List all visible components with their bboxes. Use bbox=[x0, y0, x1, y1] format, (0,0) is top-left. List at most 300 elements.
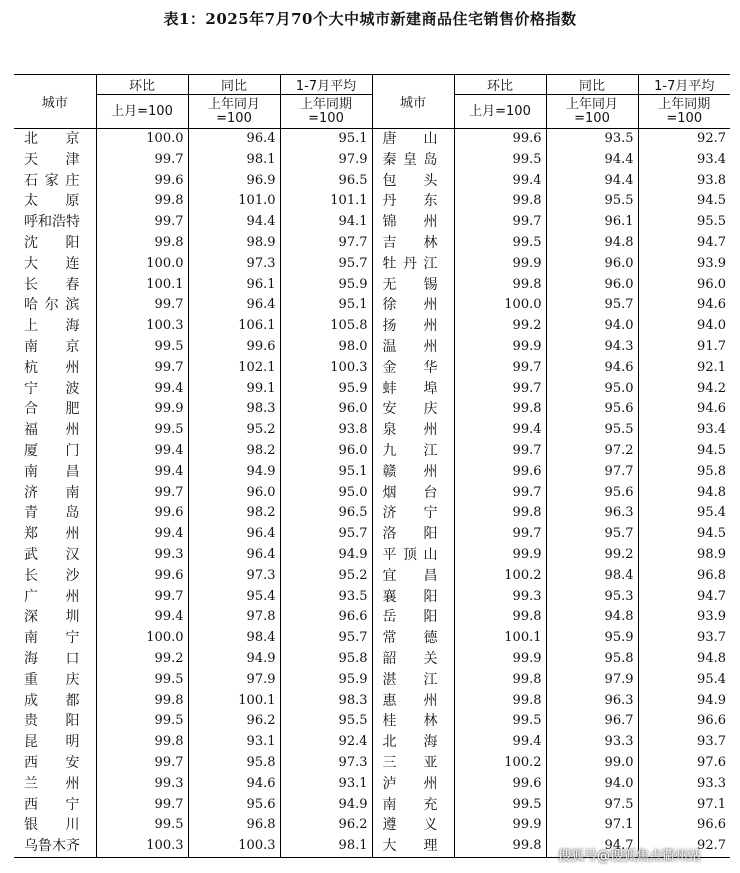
hb-value-right: 99.6 bbox=[454, 774, 546, 795]
tb-value-left: 97.3 bbox=[188, 566, 280, 587]
tb-value-left: 94.9 bbox=[188, 462, 280, 483]
city-name-left: 济南 bbox=[24, 484, 80, 501]
hb-value-left: 99.3 bbox=[96, 774, 188, 795]
tb-value-left: 95.8 bbox=[188, 753, 280, 774]
city-name-left: 乌鲁木齐 bbox=[24, 838, 80, 855]
table-title: 表1：2025年7月70个大中城市新建商品住宅销售价格指数 bbox=[163, 10, 577, 28]
city-name-left: 长沙 bbox=[24, 567, 80, 584]
hb-value-right: 100.2 bbox=[454, 566, 546, 587]
tb-value-right: 94.4 bbox=[546, 171, 638, 192]
hb-value-right: 99.4 bbox=[454, 420, 546, 441]
city-name-left: 贵阳 bbox=[24, 713, 80, 730]
avg-value-right: 94.2 bbox=[638, 379, 730, 400]
hb-value-right: 99.5 bbox=[454, 150, 546, 171]
table-row bbox=[14, 503, 730, 524]
city-name-left: 银川 bbox=[24, 817, 80, 834]
city-name-right: 无锡 bbox=[372, 275, 454, 296]
tb-value-right: 93.5 bbox=[546, 129, 638, 150]
city-name-left: 天津 bbox=[24, 151, 80, 168]
city-name-left: 合肥 bbox=[24, 401, 80, 418]
hb-value-right: 99.5 bbox=[454, 795, 546, 816]
tb-value-right: 95.5 bbox=[546, 420, 638, 441]
hb-value-right: 99.7 bbox=[454, 379, 546, 400]
avg-value-left: 95.9 bbox=[280, 379, 372, 400]
city-name-right: 惠州 bbox=[372, 691, 454, 712]
tb-value-right: 94.8 bbox=[546, 233, 638, 254]
avg-value-left: 96.5 bbox=[280, 171, 372, 192]
tb-value-left: 97.9 bbox=[188, 670, 280, 691]
avg-value-left: 95.1 bbox=[280, 129, 372, 150]
table-row bbox=[14, 295, 730, 316]
tb-value-right: 99.2 bbox=[546, 545, 638, 566]
header-tb-sub-left bbox=[188, 95, 280, 129]
avg-value-left: 95.9 bbox=[280, 275, 372, 296]
city-name-left: 西宁 bbox=[24, 796, 80, 813]
hb-value-right: 99.8 bbox=[454, 503, 546, 524]
table-row bbox=[14, 753, 730, 774]
tb-value-left: 98.4 bbox=[188, 628, 280, 649]
tb-value-left: 96.4 bbox=[188, 545, 280, 566]
tb-value-left: 94.4 bbox=[188, 212, 280, 233]
tb-value-right: 94.7 bbox=[546, 836, 638, 857]
avg-value-right: 95.5 bbox=[638, 212, 730, 233]
hb-value-right: 99.7 bbox=[454, 358, 546, 379]
table-body bbox=[14, 129, 730, 858]
avg-value-right: 94.8 bbox=[638, 649, 730, 670]
hb-value-right: 99.4 bbox=[454, 171, 546, 192]
avg-value-left: 95.1 bbox=[280, 295, 372, 316]
avg-value-right: 91.7 bbox=[638, 337, 730, 358]
city-name-right: 秦皇岛 bbox=[372, 150, 454, 171]
table-row bbox=[14, 275, 730, 296]
tb-value-right: 97.7 bbox=[546, 462, 638, 483]
avg-value-right: 98.9 bbox=[638, 545, 730, 566]
city-name-right: 平顶山 bbox=[372, 545, 454, 566]
table-row bbox=[14, 254, 730, 275]
city-name-left: 上海 bbox=[24, 318, 80, 335]
city-name-right: 徐州 bbox=[372, 295, 454, 316]
city-name-right: 安庆 bbox=[372, 399, 454, 420]
tb-value-right: 94.8 bbox=[546, 607, 638, 628]
avg-value-left: 92.4 bbox=[280, 732, 372, 753]
table-row bbox=[14, 607, 730, 628]
hb-value-left: 99.7 bbox=[96, 587, 188, 608]
tb-value-right: 95.7 bbox=[546, 524, 638, 545]
city-name-right: 烟台 bbox=[372, 483, 454, 504]
table-row bbox=[14, 649, 730, 670]
avg-value-right: 93.8 bbox=[638, 171, 730, 192]
tb-value-left: 98.2 bbox=[188, 503, 280, 524]
city-name-left: 太原 bbox=[24, 193, 80, 210]
avg-value-right: 94.8 bbox=[638, 483, 730, 504]
table-row bbox=[14, 337, 730, 358]
table-row bbox=[14, 711, 730, 732]
avg-value-left: 95.5 bbox=[280, 711, 372, 732]
avg-value-left: 95.7 bbox=[280, 524, 372, 545]
tb-value-right: 95.7 bbox=[546, 295, 638, 316]
table-row bbox=[14, 732, 730, 753]
tb-value-left: 97.3 bbox=[188, 254, 280, 275]
avg-value-left: 97.3 bbox=[280, 753, 372, 774]
city-name-right: 洛阳 bbox=[372, 524, 454, 545]
city-name-right: 襄阳 bbox=[372, 587, 454, 608]
header-tb-right: 同比 bbox=[546, 75, 638, 95]
avg-value-left: 94.9 bbox=[280, 545, 372, 566]
avg-value-right: 93.4 bbox=[638, 150, 730, 171]
avg-value-right: 94.7 bbox=[638, 587, 730, 608]
city-name-right: 牡丹江 bbox=[372, 254, 454, 275]
avg-value-right: 92.1 bbox=[638, 358, 730, 379]
hb-value-left: 99.7 bbox=[96, 358, 188, 379]
avg-value-left: 94.9 bbox=[280, 795, 372, 816]
table-row bbox=[14, 171, 730, 192]
avg-value-right: 96.6 bbox=[638, 711, 730, 732]
hb-value-right: 99.8 bbox=[454, 191, 546, 212]
tb-value-left: 98.1 bbox=[188, 150, 280, 171]
tb-value-right: 95.9 bbox=[546, 628, 638, 649]
avg-value-right: 97.1 bbox=[638, 795, 730, 816]
avg-value-left: 96.0 bbox=[280, 441, 372, 462]
tb-value-left: 98.9 bbox=[188, 233, 280, 254]
avg-value-left: 93.8 bbox=[280, 420, 372, 441]
hb-value-left: 99.7 bbox=[96, 795, 188, 816]
avg-value-left: 97.9 bbox=[280, 150, 372, 171]
table-row bbox=[14, 795, 730, 816]
avg-value-right: 95.8 bbox=[638, 462, 730, 483]
header-avg-sub-line1: 上年同期 bbox=[658, 96, 711, 112]
city-name-left: 厦门 bbox=[24, 442, 80, 459]
tb-value-right: 95.3 bbox=[546, 587, 638, 608]
tb-value-left: 96.4 bbox=[188, 129, 280, 150]
avg-value-left: 95.2 bbox=[280, 566, 372, 587]
tb-value-left: 96.8 bbox=[188, 815, 280, 836]
city-name-right: 金华 bbox=[372, 358, 454, 379]
tb-value-right: 97.1 bbox=[546, 815, 638, 836]
header-hb-left: 环比 bbox=[96, 75, 188, 95]
hb-value-right: 99.8 bbox=[454, 607, 546, 628]
avg-value-left: 100.3 bbox=[280, 358, 372, 379]
table-row bbox=[14, 691, 730, 712]
avg-value-right: 96.6 bbox=[638, 815, 730, 836]
avg-value-right: 93.4 bbox=[638, 420, 730, 441]
header-tb-sub-line1: 上年同月 bbox=[207, 96, 260, 112]
hb-value-right: 99.8 bbox=[454, 670, 546, 691]
hb-value-left: 100.0 bbox=[96, 129, 188, 150]
city-name-left: 重庆 bbox=[24, 671, 80, 688]
city-name-left: 杭州 bbox=[24, 359, 80, 376]
tb-value-left: 99.1 bbox=[188, 379, 280, 400]
tb-value-right: 96.0 bbox=[546, 254, 638, 275]
city-name-right: 三亚 bbox=[372, 753, 454, 774]
city-name-left: 昆明 bbox=[24, 734, 80, 751]
hb-value-right: 99.5 bbox=[454, 711, 546, 732]
hb-value-left: 99.7 bbox=[96, 483, 188, 504]
avg-value-left: 105.8 bbox=[280, 316, 372, 337]
tb-value-right: 99.0 bbox=[546, 753, 638, 774]
avg-value-right: 94.5 bbox=[638, 191, 730, 212]
hb-value-left: 99.7 bbox=[96, 295, 188, 316]
city-name-right: 温州 bbox=[372, 337, 454, 358]
hb-value-left: 99.8 bbox=[96, 732, 188, 753]
tb-value-right: 97.2 bbox=[546, 441, 638, 462]
hb-value-right: 99.9 bbox=[454, 254, 546, 275]
city-name-left: 哈尔滨 bbox=[24, 297, 80, 314]
hb-value-right: 99.4 bbox=[454, 732, 546, 753]
hb-value-left: 99.9 bbox=[96, 399, 188, 420]
header-tb-sub-line2: =100 bbox=[216, 110, 252, 126]
hb-value-left: 99.5 bbox=[96, 815, 188, 836]
hb-value-left: 99.5 bbox=[96, 711, 188, 732]
header-tb-sub-line1: 上年同月 bbox=[565, 96, 618, 112]
avg-value-right: 94.6 bbox=[638, 295, 730, 316]
table-row bbox=[14, 441, 730, 462]
tb-value-right: 95.8 bbox=[546, 649, 638, 670]
tb-value-left: 94.6 bbox=[188, 774, 280, 795]
hb-value-left: 99.7 bbox=[96, 212, 188, 233]
table-row bbox=[14, 316, 730, 337]
avg-value-right: 94.7 bbox=[638, 233, 730, 254]
tb-value-right: 96.3 bbox=[546, 503, 638, 524]
avg-value-left: 96.2 bbox=[280, 815, 372, 836]
tb-value-right: 96.0 bbox=[546, 275, 638, 296]
city-name-left: 西安 bbox=[24, 754, 80, 771]
hb-value-left: 99.4 bbox=[96, 462, 188, 483]
table-row bbox=[14, 524, 730, 545]
avg-value-left: 96.5 bbox=[280, 503, 372, 524]
header-avg-sub-right bbox=[638, 95, 730, 129]
avg-value-left: 96.6 bbox=[280, 607, 372, 628]
tb-value-left: 100.3 bbox=[188, 836, 280, 857]
watermark-text: 搜狐号@搜狐焦点衢州站 bbox=[558, 849, 702, 864]
hb-value-right: 99.6 bbox=[454, 462, 546, 483]
city-name-right: 赣州 bbox=[372, 462, 454, 483]
avg-value-left: 95.8 bbox=[280, 649, 372, 670]
city-name-right: 蚌埠 bbox=[372, 379, 454, 400]
avg-value-left: 98.3 bbox=[280, 691, 372, 712]
hb-value-right: 100.0 bbox=[454, 295, 546, 316]
city-name-left: 北京 bbox=[24, 131, 80, 147]
hb-value-left: 100.0 bbox=[96, 628, 188, 649]
city-name-left: 兰州 bbox=[24, 775, 80, 792]
tb-value-right: 94.0 bbox=[546, 774, 638, 795]
table-row bbox=[14, 129, 730, 150]
tb-value-left: 94.9 bbox=[188, 649, 280, 670]
table-row bbox=[14, 191, 730, 212]
tb-value-left: 96.9 bbox=[188, 171, 280, 192]
hb-value-right: 100.1 bbox=[454, 628, 546, 649]
avg-value-right: 95.4 bbox=[638, 503, 730, 524]
tb-value-left: 95.6 bbox=[188, 795, 280, 816]
header-hb-sub-right: 上月=100 bbox=[454, 95, 546, 129]
avg-value-right: 93.3 bbox=[638, 774, 730, 795]
hb-value-left: 99.4 bbox=[96, 607, 188, 628]
hb-value-right: 99.5 bbox=[454, 233, 546, 254]
hb-value-right: 99.2 bbox=[454, 316, 546, 337]
tb-value-left: 101.0 bbox=[188, 191, 280, 212]
hb-value-left: 99.2 bbox=[96, 649, 188, 670]
tb-value-right: 96.3 bbox=[546, 691, 638, 712]
header-city-left: 城市 bbox=[14, 75, 96, 129]
hb-value-left: 99.8 bbox=[96, 691, 188, 712]
tb-value-right: 94.4 bbox=[546, 150, 638, 171]
tb-value-left: 106.1 bbox=[188, 316, 280, 337]
hb-value-right: 99.8 bbox=[454, 691, 546, 712]
hb-value-left: 99.6 bbox=[96, 503, 188, 524]
city-name-left: 武汉 bbox=[24, 546, 80, 563]
city-name-right: 常德 bbox=[372, 628, 454, 649]
city-name-left: 南京 bbox=[24, 338, 80, 355]
hb-value-left: 99.4 bbox=[96, 441, 188, 462]
header-avg-left: 1-7月平均 bbox=[280, 75, 372, 95]
tb-value-right: 94.0 bbox=[546, 316, 638, 337]
tb-value-left: 99.6 bbox=[188, 337, 280, 358]
hb-value-left: 99.5 bbox=[96, 337, 188, 358]
city-name-left: 宁波 bbox=[24, 380, 80, 397]
avg-value-right: 94.5 bbox=[638, 441, 730, 462]
city-name-right: 泸州 bbox=[372, 774, 454, 795]
hb-value-left: 99.7 bbox=[96, 753, 188, 774]
city-name-right: 宜昌 bbox=[372, 566, 454, 587]
avg-value-right: 96.8 bbox=[638, 566, 730, 587]
table-row bbox=[14, 587, 730, 608]
header-hb-sub-left: 上月=100 bbox=[96, 95, 188, 129]
hb-value-left: 99.6 bbox=[96, 171, 188, 192]
hb-value-right: 99.7 bbox=[454, 212, 546, 233]
hb-value-left: 100.1 bbox=[96, 275, 188, 296]
tb-value-right: 97.9 bbox=[546, 670, 638, 691]
avg-value-right: 92.7 bbox=[638, 129, 730, 150]
table-row bbox=[14, 815, 730, 836]
hb-value-left: 100.3 bbox=[96, 836, 188, 857]
tb-value-right: 94.6 bbox=[546, 358, 638, 379]
hb-value-right: 99.3 bbox=[454, 587, 546, 608]
tb-value-left: 100.1 bbox=[188, 691, 280, 712]
header-tb-sub-line2: =100 bbox=[574, 110, 610, 126]
tb-value-right: 93.3 bbox=[546, 732, 638, 753]
tb-value-right: 95.0 bbox=[546, 379, 638, 400]
avg-value-right: 97.6 bbox=[638, 753, 730, 774]
city-name-left: 南宁 bbox=[24, 630, 80, 647]
header-avg-sub-line1: 上年同期 bbox=[299, 96, 352, 112]
city-name-right: 包头 bbox=[372, 171, 454, 192]
city-name-left: 南昌 bbox=[24, 463, 80, 480]
table-row bbox=[14, 670, 730, 691]
header-avg-right: 1-7月平均 bbox=[638, 75, 730, 95]
city-name-right: 湛江 bbox=[372, 670, 454, 691]
header-tb-sub-right bbox=[546, 95, 638, 129]
avg-value-left: 97.7 bbox=[280, 233, 372, 254]
table-row bbox=[14, 212, 730, 233]
city-name-left: 呼和浩特 bbox=[24, 214, 80, 231]
city-name-left: 广州 bbox=[24, 588, 80, 605]
price-index-table bbox=[14, 74, 730, 858]
city-name-right: 大理 bbox=[372, 836, 454, 857]
tb-value-left: 98.3 bbox=[188, 399, 280, 420]
header-avg-sub-line2: =100 bbox=[666, 110, 703, 126]
hb-value-left: 99.4 bbox=[96, 524, 188, 545]
city-name-left: 青岛 bbox=[24, 505, 80, 522]
tb-value-left: 96.2 bbox=[188, 711, 280, 732]
avg-value-right: 94.6 bbox=[638, 399, 730, 420]
hb-value-right: 99.9 bbox=[454, 337, 546, 358]
avg-value-right: 94.9 bbox=[638, 691, 730, 712]
hb-value-right: 99.8 bbox=[454, 399, 546, 420]
avg-value-left: 95.7 bbox=[280, 254, 372, 275]
table-row bbox=[14, 462, 730, 483]
avg-value-right: 93.9 bbox=[638, 254, 730, 275]
hb-value-right: 99.7 bbox=[454, 441, 546, 462]
hb-value-right: 99.8 bbox=[454, 836, 546, 857]
avg-value-left: 96.0 bbox=[280, 399, 372, 420]
city-name-left: 大连 bbox=[24, 255, 80, 272]
hb-value-right: 99.6 bbox=[454, 129, 546, 150]
avg-value-right: 93.7 bbox=[638, 628, 730, 649]
tb-value-left: 102.1 bbox=[188, 358, 280, 379]
table-row bbox=[14, 399, 730, 420]
hb-value-left: 99.7 bbox=[96, 150, 188, 171]
tb-value-left: 98.2 bbox=[188, 441, 280, 462]
city-name-right: 北海 bbox=[372, 732, 454, 753]
avg-value-left: 95.0 bbox=[280, 483, 372, 504]
hb-value-left: 99.4 bbox=[96, 379, 188, 400]
tb-value-left: 95.4 bbox=[188, 587, 280, 608]
city-name-left: 沈阳 bbox=[24, 234, 80, 251]
tb-value-right: 96.1 bbox=[546, 212, 638, 233]
table-row bbox=[14, 774, 730, 795]
header-city-right: 城市 bbox=[372, 75, 454, 129]
tb-value-left: 95.2 bbox=[188, 420, 280, 441]
hb-value-right: 99.7 bbox=[454, 524, 546, 545]
tb-value-right: 95.6 bbox=[546, 399, 638, 420]
hb-value-right: 99.9 bbox=[454, 649, 546, 670]
table-row bbox=[14, 379, 730, 400]
hb-value-right: 99.7 bbox=[454, 483, 546, 504]
avg-value-right: 94.0 bbox=[638, 316, 730, 337]
city-name-right: 桂林 bbox=[372, 711, 454, 732]
hb-value-left: 99.5 bbox=[96, 670, 188, 691]
table-row bbox=[14, 420, 730, 441]
table-row bbox=[14, 150, 730, 171]
hb-value-left: 100.0 bbox=[96, 254, 188, 275]
city-name-left: 郑州 bbox=[24, 526, 80, 543]
hb-value-left: 99.8 bbox=[96, 233, 188, 254]
table-row bbox=[14, 358, 730, 379]
table-row bbox=[14, 545, 730, 566]
table-row bbox=[14, 233, 730, 254]
city-name-right: 泉州 bbox=[372, 420, 454, 441]
header-avg-sub-left bbox=[280, 95, 372, 129]
city-name-right: 锦州 bbox=[372, 212, 454, 233]
tb-value-right: 94.3 bbox=[546, 337, 638, 358]
avg-value-left: 93.1 bbox=[280, 774, 372, 795]
avg-value-right: 93.7 bbox=[638, 732, 730, 753]
hb-value-right: 100.2 bbox=[454, 753, 546, 774]
header-avg-sub-line2: =100 bbox=[308, 110, 344, 126]
city-name-right: 岳阳 bbox=[372, 607, 454, 628]
avg-value-right: 94.5 bbox=[638, 524, 730, 545]
city-name-right: 济宁 bbox=[372, 503, 454, 524]
city-name-left: 福州 bbox=[24, 422, 80, 439]
avg-value-right: 93.9 bbox=[638, 607, 730, 628]
avg-value-left: 101.1 bbox=[280, 191, 372, 212]
city-name-left: 长春 bbox=[24, 276, 80, 293]
city-name-right: 扬州 bbox=[372, 316, 454, 337]
city-name-left: 深圳 bbox=[24, 609, 80, 626]
city-name-right: 吉林 bbox=[372, 233, 454, 254]
tb-value-right: 95.6 bbox=[546, 483, 638, 504]
tb-value-left: 96.4 bbox=[188, 524, 280, 545]
tb-value-right: 95.5 bbox=[546, 191, 638, 212]
